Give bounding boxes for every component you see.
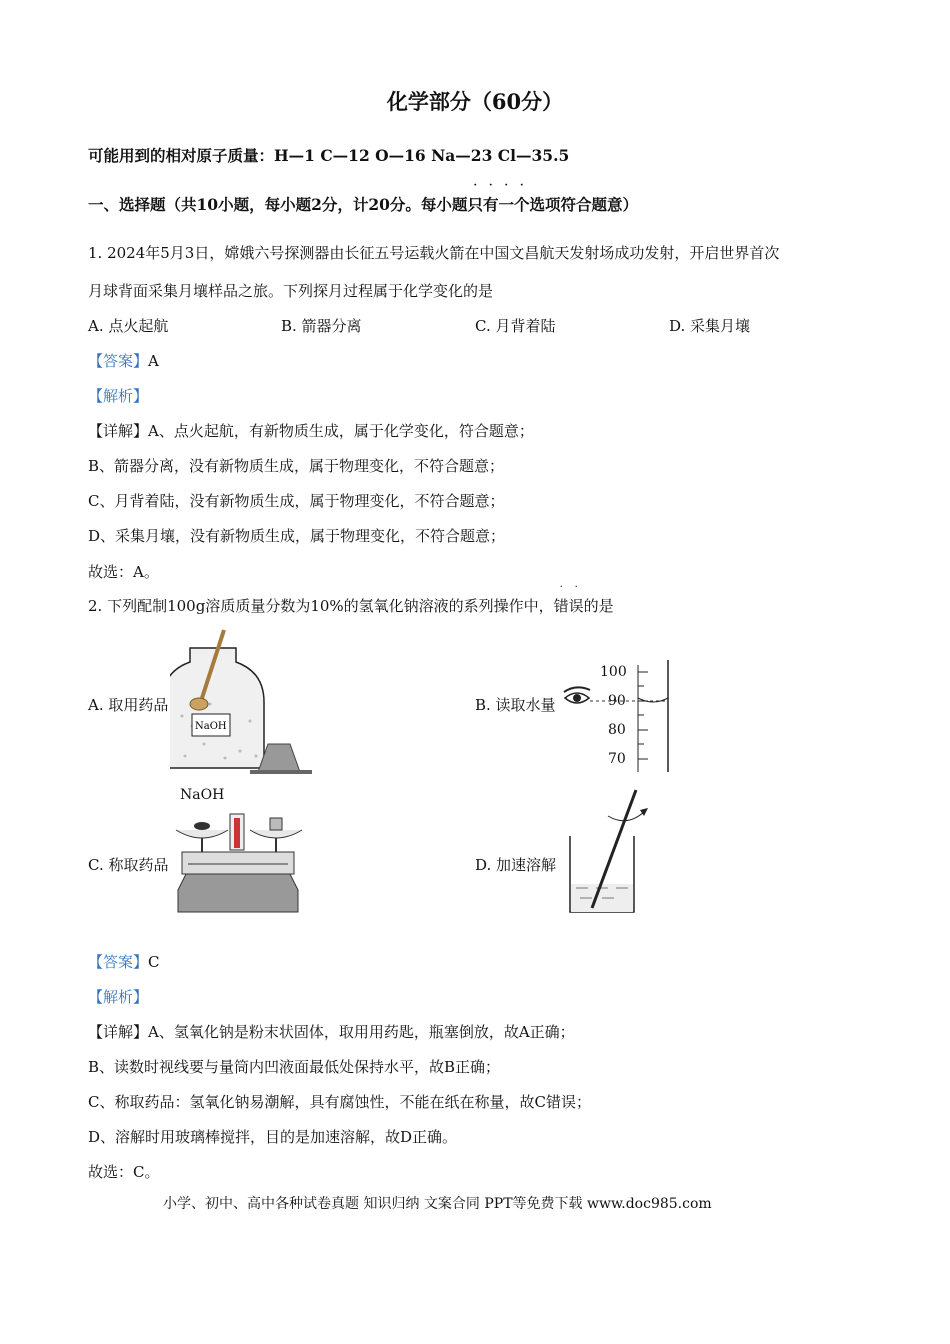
q2-stem-emph: · · 错误 [553,582,584,615]
answer-tag: 【答案】 [88,352,149,370]
q2-detail-line: 故选：C。 [88,1163,160,1181]
answer-tag: 【答案】 [88,953,149,971]
section-heading-emph: · · · · 只有一个 [467,180,530,214]
section-heading-before: 一、选择题（共10小题，每小题2分，计20分。每小题 [88,195,468,214]
section-heading [88,180,638,215]
beaker-figure [566,788,656,918]
q1-analysis-tag: 【解析】 [88,387,149,405]
reagent-bottle-figure [170,626,330,776]
q1-stem-line2: 月球背面采集月壤样品之旅。下列探月过程属于化学变化的是 [88,282,494,300]
section-heading-after: 选项符合题意） [529,195,638,214]
q1-detail-line: 故选：A。 [88,563,159,581]
q1-option-d: D. 采集月壤 [669,317,751,335]
balance-scale-figure [168,808,308,918]
q1-detail-line: B、箭器分离，没有新物质生成，属于物理变化，不符合题意； [88,457,505,475]
cylinder-tick-70: 70 [608,751,626,767]
cylinder-tick-80: 80 [608,722,626,738]
q2-option-c: C. 称取药品 [88,856,169,874]
q1-detail-line: D、采集月壤，没有新物质生成，属于物理变化，不符合题意； [88,527,506,545]
q2-stem: 2. 下列配制100g溶质质量分数为10%的氢氧化钠溶液的系列操作中， · · 错误的是 [88,582,614,615]
q2-detail-line: C、称取药品：氢氧化钠易潮解，具有腐蚀性，不能在纸在称量，故C错误； [88,1093,591,1111]
q2-option-d: D. 加速溶解 [475,856,557,874]
q2-detail-line: B、读数时视线要与量筒内凹液面最低处保持水平，故B正确； [88,1058,501,1076]
q1-option-c: C. 月背着陆 [475,317,556,335]
emphasis-dots: · · · · [473,180,524,191]
q2-option-a: A. 取用药品 [88,696,169,714]
q1-detail-line: 【详解】A、点火起航，有新物质生成，属于化学变化，符合题意； [88,422,534,440]
cylinder-tick-90: 90 [608,693,626,709]
q2-answer [88,951,160,972]
q1-option-a: A. 点火起航 [88,317,169,335]
atomic-mass-line: 可能用到的相对原子质量：H—1 C—12 O—16 Na—23 Cl—35.5 [88,146,570,165]
scale-naoh-label: NaOH [180,787,225,803]
answer-value: C [148,953,160,971]
q2-detail-line: D、溶解时用玻璃棒搅拌，目的是加速溶解，故D正确。 [88,1128,458,1146]
q2-detail-line: 【详解】A、氢氧化钠是粉末状固体，取用用药匙，瓶塞倒放，故A正确； [88,1023,575,1041]
q1-stem-line1: 1. 2024年5月3日，嫦娥六号探测器由长征五号运载火箭在中国文昌航天发射场成功发射，开启世界首次 [88,244,780,262]
q1-answer [88,350,159,371]
q1-detail-line: C、月背着陆，没有新物质生成，属于物理变化，不符合题意； [88,492,505,510]
q2-analysis-tag: 【解析】 [88,988,149,1006]
page-title: 化学部分（60分） [386,89,564,114]
q1-option-b: B. 箭器分离 [281,317,362,335]
q2-option-b: B. 读取水量 [475,696,556,714]
page-footer: 小学、初中、高中各种试卷真题 知识归纳 文案合同 PPT等免费下载 www.doc985.com [163,1196,712,1212]
bottle-label: NaOH [195,721,227,732]
cylinder-tick-100: 100 [600,664,627,680]
answer-value: A [148,352,159,370]
